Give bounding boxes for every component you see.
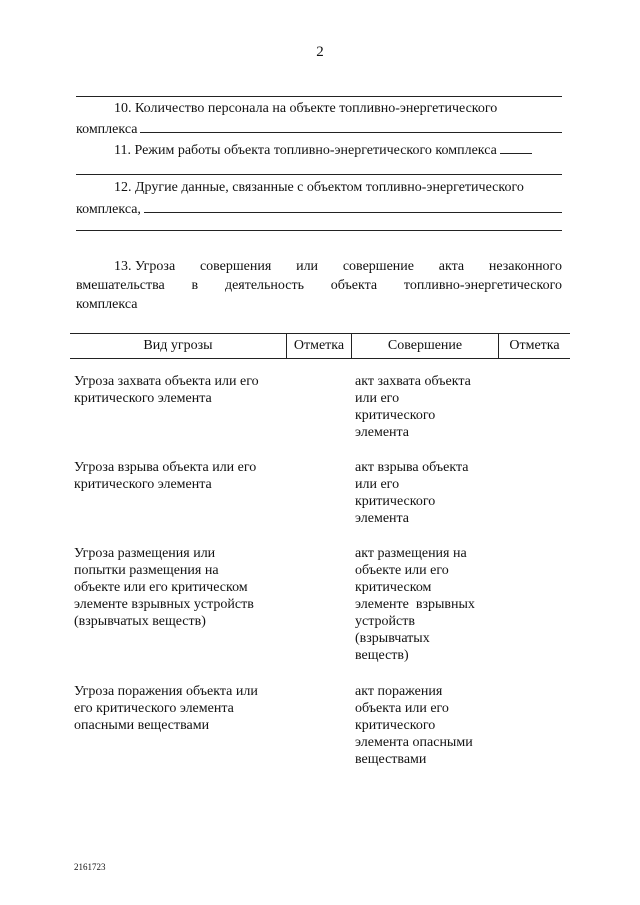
- word: вмешательства: [76, 278, 165, 293]
- item-11-label: 11. Режим работы объекта топливно-энергетического комплекса: [114, 143, 497, 158]
- threat-table: [70, 333, 570, 359]
- document-code: 2161723: [74, 862, 106, 872]
- text-line: веществами: [355, 752, 427, 767]
- item-13-line-1: [114, 259, 562, 275]
- header-mark: Отметка: [287, 334, 352, 359]
- threat-cell: [74, 373, 259, 407]
- text-line: элемента: [355, 425, 410, 440]
- text-line: устройств: [355, 614, 415, 629]
- text-line: или его: [355, 391, 400, 406]
- word: топливно-энергетического: [403, 278, 562, 293]
- text-line: критического: [355, 494, 436, 509]
- word: акта: [438, 259, 465, 274]
- word: объекта: [330, 278, 378, 293]
- act-cell: [355, 683, 473, 768]
- item-11-field: [114, 141, 532, 159]
- text-line: Угроза взрыва объекта или его: [74, 460, 257, 475]
- item-12-label: 12. Другие данные, связанные с объектом топливно-энергетического: [114, 180, 524, 195]
- form-line: [76, 230, 562, 231]
- text-line: объекте или его: [355, 563, 449, 578]
- act-cell: [355, 373, 471, 441]
- text-line: Угроза захвата объекта или его: [74, 374, 259, 389]
- item-10-blank: [140, 120, 562, 133]
- word: 13. Угроза: [114, 259, 176, 274]
- text-line: опасными веществами: [74, 718, 210, 733]
- text-line: акт взрыва объекта: [355, 460, 469, 475]
- header-commission: Совершение: [352, 334, 499, 359]
- threat-cell: [74, 545, 254, 630]
- text-line: элемента: [355, 511, 410, 526]
- text-line: критического: [355, 718, 436, 733]
- page-number: 2: [316, 44, 324, 60]
- text-line: акт захвата объекта: [355, 374, 471, 389]
- word: или: [296, 259, 319, 274]
- act-cell: [355, 459, 468, 527]
- text-line: объекта или его: [355, 701, 449, 716]
- item-11-blank: [500, 141, 532, 154]
- item-12-blank: [144, 200, 562, 213]
- text-line: критическом: [355, 580, 432, 595]
- item-12-field: [76, 200, 562, 218]
- text-line: попытки размещения на: [74, 563, 219, 578]
- item-13-line-3: комплекса: [76, 297, 138, 312]
- text-line: (взрывчатых: [355, 631, 430, 646]
- threat-cell: [74, 683, 258, 734]
- text-line: критического элемента: [74, 391, 212, 406]
- item-12-continuation: комплекса,: [76, 202, 141, 217]
- word: деятельность: [224, 278, 304, 293]
- text-line: Угроза размещения или: [74, 546, 216, 561]
- text-line: или его: [355, 477, 400, 492]
- text-line: его критического элемента: [74, 701, 234, 716]
- word: совершение: [342, 259, 414, 274]
- item-10-continuation: комплекса: [76, 122, 138, 137]
- form-line: [76, 96, 562, 97]
- text-line: объекте или его критическом: [74, 580, 248, 595]
- text-line: элемента опасными: [355, 735, 473, 750]
- text-line: Угроза поражения объекта или: [74, 684, 258, 699]
- header-mark: Отметка: [499, 334, 571, 359]
- word: совершения: [199, 259, 272, 274]
- act-cell: [355, 545, 475, 664]
- text-line: элементе взрывных: [355, 597, 475, 612]
- item-13-line-2: [76, 278, 562, 294]
- item-10-label: 10. Количество персонала на объекте топливно-энергетического: [114, 101, 498, 116]
- text-line: (взрывчатых веществ): [74, 614, 206, 629]
- text-line: акт поражения: [355, 684, 443, 699]
- threat-cell: [74, 459, 256, 493]
- item-10-field: [76, 120, 562, 138]
- text-line: критического элемента: [74, 477, 212, 492]
- text-line: элементе взрывных устройств: [74, 597, 254, 612]
- text-line: акт размещения на: [355, 546, 467, 561]
- word: в: [191, 278, 199, 293]
- form-line: [76, 174, 562, 175]
- header-threat-type: Вид угрозы: [70, 334, 287, 359]
- word: незаконного: [488, 259, 562, 274]
- text-line: веществ): [355, 648, 409, 663]
- table-header-row: [70, 334, 570, 359]
- text-line: критического: [355, 408, 436, 423]
